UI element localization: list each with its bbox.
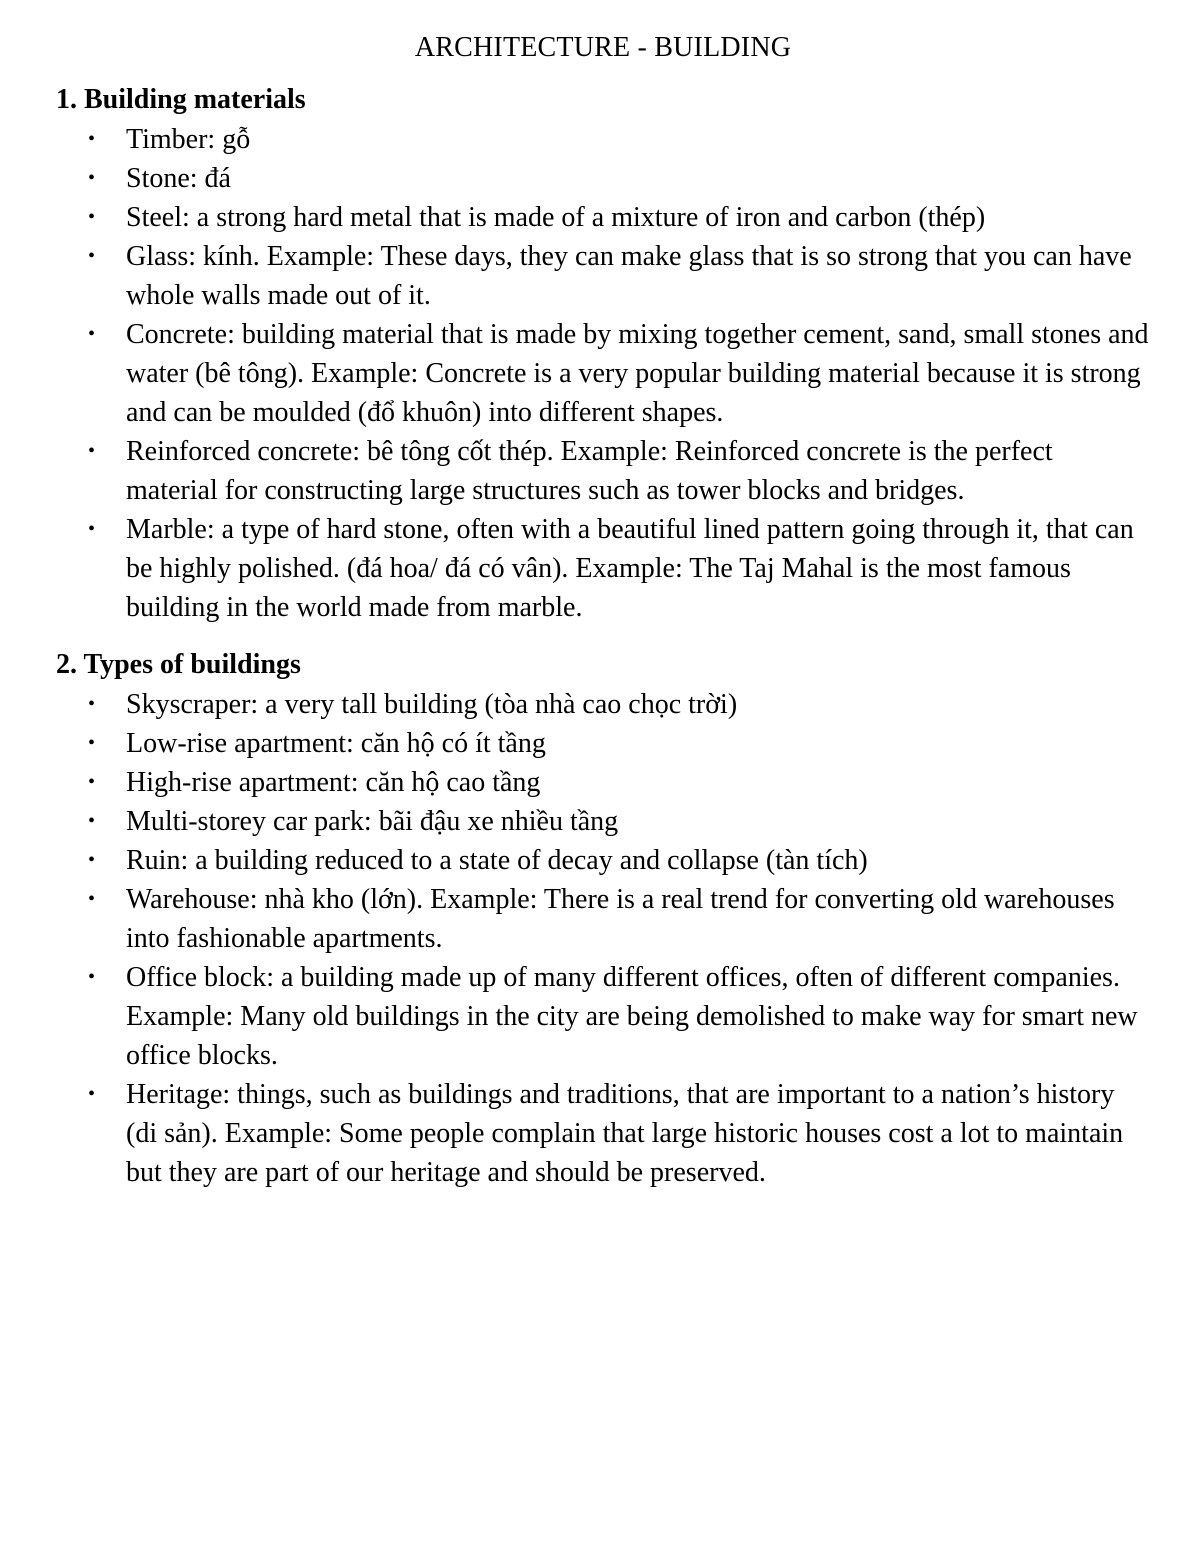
section-heading-building-materials: 1. Building materials — [56, 84, 306, 115]
list-item — [56, 724, 1150, 763]
section-heading-types-of-buildings: 2. Types of buildings — [56, 649, 301, 680]
list-item-text: Low-rise apartment: căn hộ có ít tầng — [126, 728, 546, 759]
list-item-text: Concrete: building material that is made by mixing together cement, sand, small stones and water (bê tông). Example: Concrete is a very popular building material because it is strong and can be moulded (đổ khuôn) into different shapes. — [126, 319, 1149, 428]
bullet-icon: • — [88, 888, 96, 910]
bullet-icon: • — [88, 167, 96, 189]
list-item-text: High-rise apartment: căn hộ cao tầng — [126, 767, 541, 798]
list-item — [56, 120, 1150, 159]
bullet-icon: • — [88, 1083, 96, 1105]
bullet-icon: • — [88, 323, 96, 345]
list-item — [56, 315, 1150, 432]
bullet-icon: • — [88, 245, 96, 267]
bullet-icon: • — [88, 849, 96, 871]
document-title: ARCHITECTURE - BUILDING — [414, 32, 792, 63]
types-of-buildings-list — [56, 685, 1150, 1192]
list-item — [56, 802, 1150, 841]
list-item — [56, 432, 1150, 510]
list-item-text: Timber: gỗ — [126, 124, 251, 155]
list-item-text: Stone: đá — [126, 163, 231, 194]
bullet-icon: • — [88, 693, 96, 715]
list-item-text: Office block: a building made up of many different offices, often of different companies. Example: Many old buildings in the city are being demolished to make way for smart new office blocks. — [126, 962, 1138, 1071]
list-item — [56, 685, 1150, 724]
list-item-text: Steel: a strong hard metal that is made of a mixture of iron and carbon (thép) — [126, 202, 986, 233]
list-item-text: Glass: kính. Example: These days, they can make glass that is so strong that you can have whole walls made out of it. — [126, 241, 1132, 311]
building-materials-list — [56, 120, 1150, 627]
list-item-text: Reinforced concrete: bê tông cốt thép. Example: Reinforced concrete is the perfect material for constructing large structures such as tower blocks and bridges. — [126, 436, 1053, 506]
list-item — [56, 510, 1150, 627]
list-item — [56, 198, 1150, 237]
bullet-icon: • — [88, 810, 96, 832]
list-item-text: Ruin: a building reduced to a state of decay and collapse (tàn tích) — [126, 845, 868, 876]
list-item-text: Skyscraper: a very tall building (tòa nhà cao chọc trời) — [126, 689, 738, 720]
list-item-text: Heritage: things, such as buildings and traditions, that are important to a nation’s history (di sản). Example: Some people complain that large historic houses cost a lot to maintain but they are part of our heritage and should be preserved. — [126, 1079, 1124, 1188]
bullet-icon: • — [88, 440, 96, 462]
list-item — [56, 841, 1150, 880]
bullet-icon: • — [88, 771, 96, 793]
list-item — [56, 763, 1150, 802]
list-item — [56, 958, 1150, 1075]
bullet-icon: • — [88, 966, 96, 988]
list-item-text: Multi-storey car park: bãi đậu xe nhiều tầng — [126, 806, 619, 837]
bullet-icon: • — [88, 732, 96, 754]
bullet-icon: • — [88, 128, 96, 150]
bullet-icon: • — [88, 518, 96, 540]
list-item — [56, 237, 1150, 315]
list-item-text: Marble: a type of hard stone, often with a beautiful lined pattern going through it, that can be highly polished. (đá hoa/ đá có vân). Example: The Taj Mahal is the most famous building in the world made from marble. — [126, 514, 1134, 623]
bullet-icon: • — [88, 206, 96, 228]
list-item — [56, 159, 1150, 198]
list-item — [56, 1075, 1150, 1192]
list-item-text: Warehouse: nhà kho (lớn). Example: There is a real trend for converting old warehouses into fashionable apartments. — [126, 884, 1115, 954]
list-item — [56, 880, 1150, 958]
